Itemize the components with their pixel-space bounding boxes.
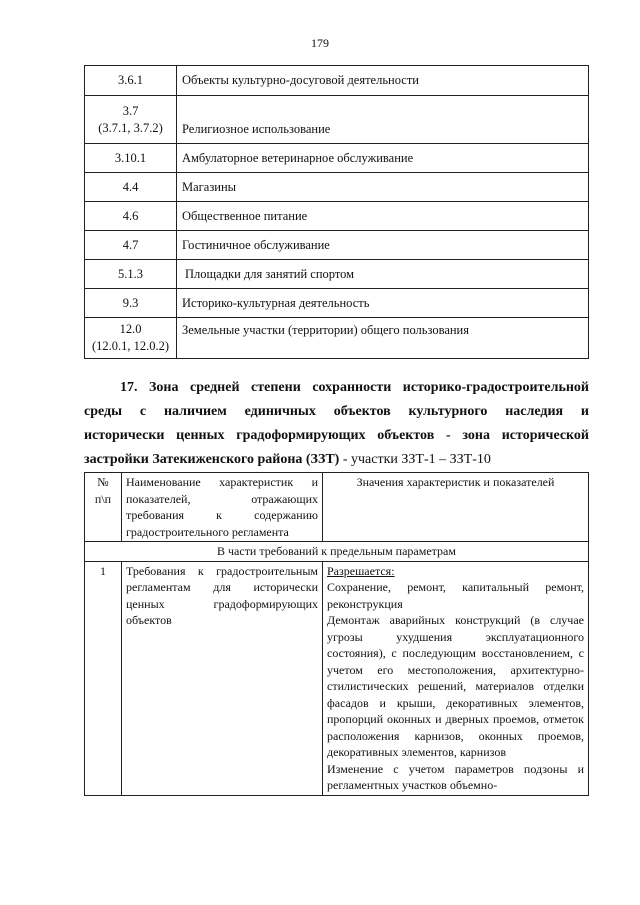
header-num-line: № [97, 475, 109, 489]
table-header-row [85, 473, 589, 542]
heading-line: застройки Затекиженского района (ЗЗТ) - участки ЗЗТ-1 – ЗЗТ-10 [84, 452, 491, 467]
table-row [85, 144, 589, 173]
name-cell: Объекты культурно-досуговой деятельности [177, 66, 589, 96]
code-line: 3.7 [122, 103, 139, 118]
heading-line: исторически ценных градоформирующих объектов - зона исторической [84, 428, 589, 443]
name-cell: Амбулаторное ветеринарное обслуживание [177, 144, 589, 173]
name-cell: Земельные участки (территории) общего пользования [177, 318, 589, 359]
header-name-cell: Наименование характеристик и показателей, отражающих требования к содержанию градостроительного регламента [122, 473, 323, 542]
code-cell: 5.1.3 [85, 260, 177, 289]
heading-line: 17. Зона средней степени сохранности историко-градостроительной [120, 380, 589, 395]
code-line: 12.0 [119, 322, 142, 336]
allowed-label: Разрешается: [327, 563, 395, 578]
table-row [85, 96, 589, 144]
code-cell: 4.7 [85, 231, 177, 260]
table-row [85, 173, 589, 202]
name-cell: Общественное питание [177, 202, 589, 231]
header-num-cell [85, 473, 122, 542]
regulation-table [84, 472, 589, 796]
table-row [85, 66, 589, 96]
row-name-cell: Требования к градостроительным регламентам для исторически ценных градоформирующих объектов [122, 561, 323, 795]
value-paragraph: Изменение с учетом параметров подзоны и регламентных участков объемно- [327, 761, 584, 792]
value-paragraph: Демонтаж аварийных конструкций (в случае угрозы ухудшения эксплуатационного состояния), с последующим восстановлением, с учетом его местоположения, архитектурно-стилистических решений, материалов отделки фасадов и крыши, декоративных элементов, пропорций оконных и дверных проемов, отметок расположения карнизов, оконных проемов, декоративных элементов, карнизов [327, 613, 584, 759]
land-use-table [84, 65, 589, 359]
code-cell [85, 96, 177, 144]
heading-line: среды с наличием единичных объектов культурного наследия и [84, 404, 589, 419]
table-row [85, 260, 589, 289]
name-cell: Магазины [177, 173, 589, 202]
section-title: В части требований к предельным параметрам [85, 542, 589, 562]
table-row [85, 318, 589, 359]
zone-heading [84, 376, 589, 472]
table-row [85, 289, 589, 318]
code-cell: 4.6 [85, 202, 177, 231]
table-row [85, 561, 589, 795]
code-cell: 3.10.1 [85, 144, 177, 173]
code-line: (12.0.1, 12.0.2) [91, 339, 170, 353]
table-row [85, 202, 589, 231]
value-paragraph: Сохранение, ремонт, капитальный ремонт, реконструкция [327, 580, 584, 611]
header-values-cell: Значения характеристик и показателей [323, 473, 589, 542]
header-num-line: п\п [94, 491, 112, 506]
table-row [85, 231, 589, 260]
section-row [85, 542, 589, 562]
name-cell: Религиозное использование [177, 96, 589, 144]
name-cell: Площадки для занятий спортом [177, 260, 589, 289]
code-cell: 3.6.1 [85, 66, 177, 96]
name-cell: Гостиничное обслуживание [177, 231, 589, 260]
row-values-cell [323, 561, 589, 795]
code-cell: 9.3 [85, 289, 177, 318]
code-cell [85, 318, 177, 359]
code-line: (3.7.1, 3.7.2) [98, 120, 163, 135]
code-cell: 4.4 [85, 173, 177, 202]
page-number: 179 [311, 36, 329, 50]
name-cell: Историко-культурная деятельность [177, 289, 589, 318]
row-num-cell: 1 [85, 561, 122, 795]
